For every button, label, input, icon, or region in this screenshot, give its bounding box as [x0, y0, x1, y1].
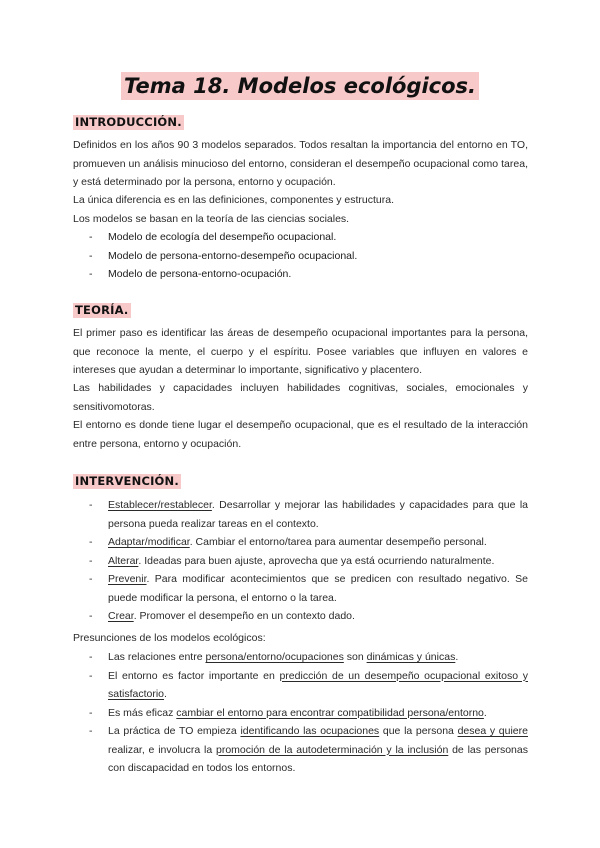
underlined-text: persona/entorno/ocupaciones [205, 651, 344, 663]
list-item [73, 496, 528, 533]
bullet-dash: - [89, 610, 93, 622]
list-item [73, 265, 528, 284]
page-title: Tema 18. Modelos ecológicos. [121, 72, 479, 100]
list-item [73, 552, 528, 571]
intervention-term: Establecer/restablecer [108, 499, 212, 511]
intro-paragraph-3: Los modelos se basan en la teoría de las ciencias sociales. [73, 213, 350, 225]
intervention-text: . Promover el desempeño en un contexto dado. [133, 610, 355, 622]
underlined-text: cambiar el entorno para encontrar compatibilidad persona/entorno [176, 706, 484, 719]
underlined-text: identificando las ocupaciones [240, 725, 380, 737]
list-item [73, 648, 528, 667]
bullet-dash: - [89, 231, 93, 243]
intervention-term: Adaptar/modificar [108, 536, 190, 548]
intro-paragraph-1: Definidos en los años 90 3 modelos separados. Todos resaltan la importancia del entorno en TO, promueven un análisis minucioso del entorno, consideran el desempeño ocupacional como tarea, y está determinado por la persona, entorno y ocupación. [73, 139, 528, 188]
teoria-paragraph-3: El entorno es donde tiene lugar el desempeño ocupacional, que es el resultado de la interacción entre persona, entorno y ocupación. [73, 419, 528, 450]
text: . [455, 651, 459, 663]
section-heading-intervencion: INTERVENCIÓN. [75, 474, 179, 488]
text: de las personas con discapacidad en todos los entornos. [108, 743, 528, 774]
bullet-dash: - [89, 536, 93, 548]
intervention-term: Crear [108, 610, 134, 622]
list-item [73, 722, 528, 778]
list-item [73, 667, 528, 704]
underlined-text: predicción de un desempeño ocupacional exitoso y satisfactorio [108, 669, 528, 700]
presunciones-list [73, 648, 528, 778]
text: son [343, 651, 367, 663]
text: . [164, 688, 167, 700]
teoria-paragraph-1: El primer paso es identificar las áreas de desempeño ocupacional importantes para la persona, que reconoce la mente, el cuerpo y el espíritu. Posee variables que influyen en valores e intereses que ayudan a determinar lo importante, significativo y placentero. [73, 327, 528, 376]
bullet-dash: - [89, 249, 93, 262]
bullet-dash: - [89, 573, 93, 585]
list-item [73, 704, 528, 723]
list-item [73, 533, 528, 552]
text: Las relaciones entre [108, 651, 206, 663]
bullet-dash: - [89, 651, 93, 663]
bullet-dash: - [89, 669, 93, 682]
intervention-text: . Para modificar acontecimientos que se predicen con resultado negativo. Se puede modificar la persona, el entorno o la tarea. [108, 573, 528, 604]
section-heading-introduccion: INTRODUCCIÓN. [75, 115, 182, 129]
presunciones-label: Presunciones de los modelos ecológicos: [73, 632, 266, 644]
section-heading-teoria: TEORÍA. [75, 303, 129, 317]
list-item-text: Modelo de persona-entorno-ocupación. [108, 268, 292, 280]
intervention-list [73, 496, 528, 626]
intervention-text: . Cambiar el entorno/tarea para aumentar desempeño personal. [189, 536, 487, 548]
text: realizar, e involucra la [108, 743, 216, 756]
list-item [73, 247, 528, 266]
list-item-text: Modelo de persona-entorno-desempeño ocupacional. [108, 249, 358, 262]
bullet-dash: - [89, 554, 93, 567]
text: . [483, 706, 487, 719]
text: Es más eficaz [108, 706, 177, 719]
list-item-text: Modelo de ecología del desempeño ocupacional. [108, 231, 337, 243]
bullet-dash: - [89, 499, 93, 511]
bullet-dash: - [89, 725, 93, 737]
list-item [73, 228, 528, 247]
models-list [73, 228, 528, 284]
intervention-term: Prevenir [108, 573, 147, 585]
intervention-text: . Desarrollar y mejorar las habilidades y capacidades para que la persona pueda realizar tareas en el contexto. [108, 499, 528, 530]
underlined-text: dinámicas y únicas [366, 651, 456, 663]
underlined-text: promoción de la autodeterminación y la inclusión [215, 743, 449, 756]
intervention-term: Alterar [108, 554, 139, 567]
underlined-text: desea y quiere [457, 725, 528, 737]
text: La práctica de TO empieza [108, 725, 241, 737]
list-item [73, 607, 528, 626]
teoria-paragraph-2: Las habilidades y capacidades incluyen habilidades cognitivas, sociales, emocionales y sensitivomotoras. [73, 382, 528, 413]
text: que la persona [379, 725, 458, 737]
intro-paragraph-2: La única diferencia es en las definiciones, componentes y estructura. [73, 194, 395, 206]
title-container [0, 72, 600, 100]
bullet-dash: - [89, 268, 93, 280]
list-item [73, 570, 528, 607]
bullet-dash: - [89, 706, 93, 719]
text: El entorno es factor importante en [108, 669, 280, 682]
intervention-text: . Ideadas para buen ajuste, aprovecha que ya está ocurriendo naturalmente. [138, 554, 495, 567]
